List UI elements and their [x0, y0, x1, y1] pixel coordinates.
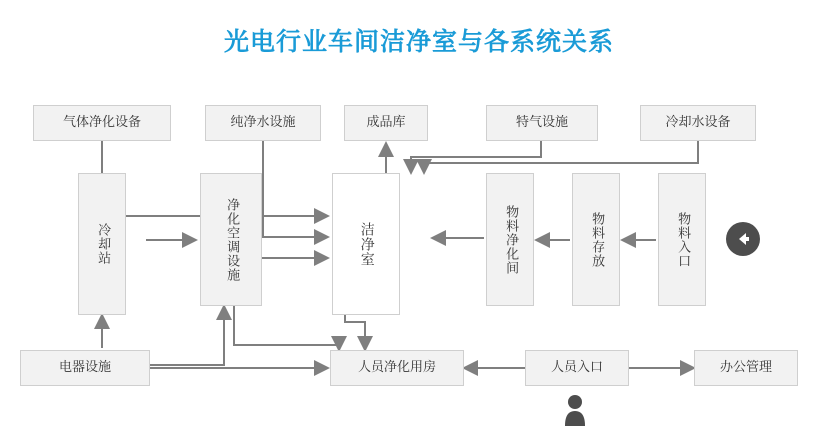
node-hvac[interactable]: 净化空调设施 — [200, 173, 262, 306]
node-cooling-station[interactable]: 冷却站 — [78, 173, 126, 315]
node-personnel-entrance[interactable]: 人员入口 — [525, 350, 629, 386]
person-icon — [562, 394, 588, 432]
node-cooling-water[interactable]: 冷却水设备 — [640, 105, 756, 141]
node-finished-goods[interactable]: 成品库 — [344, 105, 428, 141]
node-gas-purification[interactable]: 气体净化设备 — [33, 105, 171, 141]
node-material-entrance[interactable]: 物料入口 — [658, 173, 706, 306]
node-material-purify-room[interactable]: 物料净化间 — [486, 173, 534, 306]
node-electrical[interactable]: 电器设施 — [20, 350, 150, 386]
node-special-gas[interactable]: 特气设施 — [486, 105, 598, 141]
node-pure-water[interactable]: 纯净水设施 — [205, 105, 321, 141]
node-material-storage[interactable]: 物料存放 — [572, 173, 620, 306]
page-title: 光电行业车间洁净室与各系统关系 — [223, 27, 614, 56]
node-personnel-purify-room[interactable]: 人员净化用房 — [330, 350, 464, 386]
left-arrow-circle-icon — [726, 222, 760, 256]
node-office[interactable]: 办公管理 — [694, 350, 798, 386]
node-cleanroom[interactable]: 洁净室 — [332, 173, 400, 315]
